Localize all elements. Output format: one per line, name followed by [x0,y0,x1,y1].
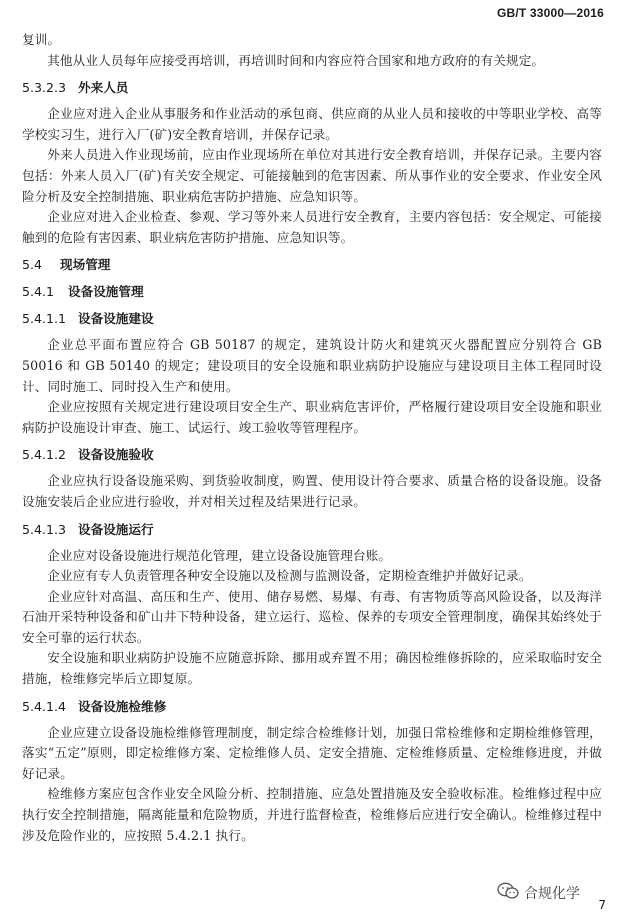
section-title: 设备设施验收 [78,447,154,463]
section-title: 外来人员 [78,80,129,96]
watermark-text: 合规化学 [524,886,580,902]
paragraph: 复训。 [22,32,61,47]
section-title: 设备设施运行 [78,521,154,537]
paragraph: 企业应执行设备设施采购、到货验收制度，购置、使用设计符合要求、质量合格的设备设施。设备设施安装后企业应进行验收，并对相关过程及结果进行记录。 [22,473,602,509]
section-number: 5.4 [22,257,43,273]
section-number: 5.4.1.4 [22,698,67,714]
section-heading [22,520,602,540]
section-title: 设备设施检维修 [78,698,167,714]
section-number: 5.4.1 [22,284,55,300]
section-title: 现场管理 [60,257,111,273]
section-title: 设备设施管理 [68,284,144,300]
paragraph: 企业应针对高温、高压和生产、使用、储存易燃、易爆、有毒、有害物质等高风险设备，以及海洋石油开采特种设备和矿山井下特种设备，建立运行、巡检、保养的专项安全管理制度，确保其始终处于安全可靠的运行状态。 [22,588,602,645]
paragraph: 企业应按照有关规定进行建设项目安全生产、职业病危害评价，严格履行建设项目安全设施和职业病防护设施设计审查、施工、试运行、竣工验收等管理程序。 [22,399,602,435]
section-title: 设备设施建设 [78,311,154,327]
section-number: 5.4.1.3 [22,521,67,537]
wechat-icon [497,882,519,904]
section-heading [22,78,602,98]
paragraph: 企业应有专人负责管理各种安全设施以及检测与监测设备，定期检查维护并做好记录。 [47,568,532,584]
page-number: 7 [598,898,606,912]
paragraph: 企业应建立设备设施检维修管理制度，制定综合检维修计划，加强日常检维修和定期检维修管理，落实“五定”原则，即定检维修方案、定检维修人员、定安全措施、定检维修质量、定检维修进度，并做好记录。 [22,724,602,781]
watermark [497,882,580,904]
paragraph: 企业总平面布置应符合 GB 50187 的规定，建筑设计防火和建筑灭火器配置应分别符合 GB 50016 和 GB 50140 的规定；建设项目的安全设施和职业病防护设施应与建设项目主体工程同时设计、同时施工、同时投入生产和使用。 [22,337,602,394]
paragraph: 企业应对进入企业检查、参观、学习等外来人员进行安全教育，主要内容包括：安全规定、可能接触到的危险有害因素、职业病危害防护措施、应急知识等。 [22,209,602,245]
section-number: 5.4.1.1 [22,311,67,327]
section-heading [22,282,602,302]
paragraph: 安全设施和职业病防护设施不应随意拆除、挪用或弃置不用；确因检维修拆除的，应采取临时安全措施，检维修完毕后立即复原。 [22,650,602,687]
section-number: 5.4.1.2 [22,447,67,463]
paragraph: 检维修方案应包含作业安全风险分析、控制措施、应急处置措施及安全验收标准。检维修过程中应执行安全控制措施，隔离能量和危险物质，并进行监督检查，检维修后应进行安全确认。检维修过程中涉及危险作业的，应按照 5.4.2.1 执行。 [22,786,602,843]
section-heading [22,255,602,275]
standard-code: GB/T 33000—2016 [496,6,604,20]
document-body [22,30,602,846]
paragraph: 企业应对进入企业从事服务和作业活动的承包商、供应商的从业人员和接收的中等职业学校、高等学校实习生，进行入厂(矿)安全教育培训，并保存记录。 [22,106,602,142]
paragraph: 企业应对设备设施进行规范化管理，建立设备设施管理台账。 [47,547,392,563]
paragraph: 其他从业人员每年应接受再培训，再培训时间和内容应符合国家和地方政府的有关规定。 [47,52,545,68]
section-heading [22,445,602,465]
section-number: 5.3.2.3 [22,80,67,96]
paragraph: 外来人员进入作业现场前，应由作业现场所在单位对其进行安全教育培训，并保存记录。主要内容包括：外来人员入厂(矿)有关安全规定、可能接触到的危害因素、所从事作业的安全要求、作业安全风险分析及安全控制措施、职业病危害防护措施、应急知识等。 [22,147,602,204]
section-heading [22,309,602,329]
section-heading [22,697,602,717]
